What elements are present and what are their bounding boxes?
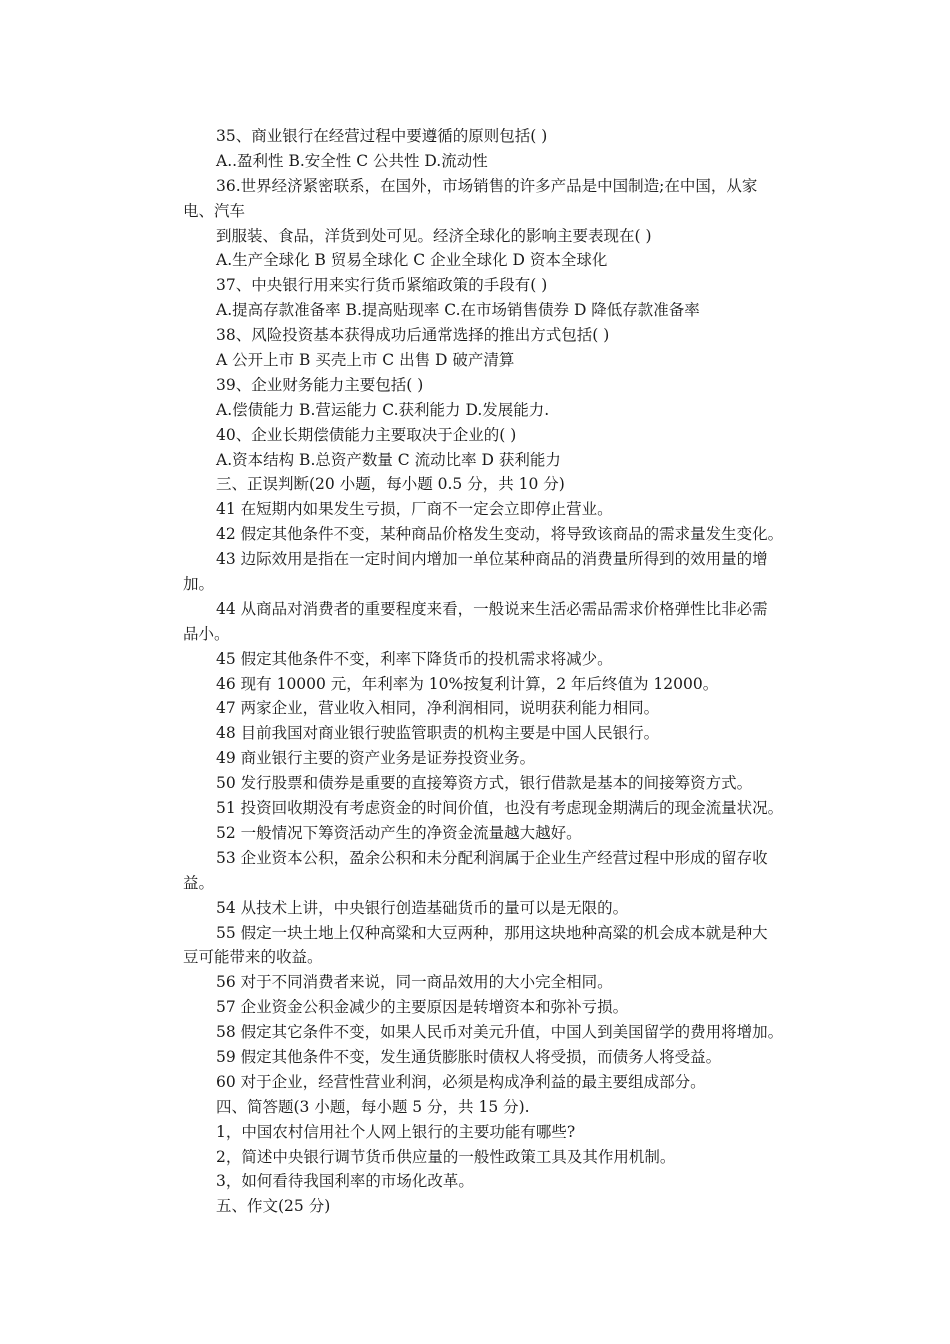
text-line: 41 在短期内如果发生亏损，厂商不一定会立即停止营业。 — [216, 500, 613, 519]
text-line: 益。 — [183, 873, 215, 892]
text-line: A 公开上市 B 买壳上市 C 出售 D 破产清算 — [216, 351, 515, 370]
text-line: 46 现有 10000 元，年利率为 10%按复利计算，2 年后终值为 12000。 — [216, 674, 719, 693]
text-line: 55 假定一块土地上仅种高粱和大豆两种，那用这块地种高粱的机会成本就是种大 — [216, 923, 768, 942]
document-body — [183, 124, 818, 1219]
text-line: 47 两家企业，营业收入相同，净利润相同，说明获利能力相同。 — [216, 699, 660, 718]
text-line: 3，如何看待我国利率的市场化改革。 — [216, 1172, 474, 1191]
text-line: 48 目前我国对商业银行驶监管职责的机构主要是中国人民银行。 — [216, 724, 660, 743]
text-line: 59 假定其他条件不变，发生通货膨胀时债权人将受损，而债务人将受益。 — [216, 1047, 722, 1066]
text-line: 58 假定其它条件不变，如果人民币对美元升值，中国人到美国留学的费用将增加。 — [216, 1023, 784, 1042]
text-line: 50 发行股票和债券是重要的直接筹资方式，银行借款是基本的间接筹资方式。 — [216, 774, 753, 793]
text-line: 四、简答题(3 小题，每小题 5 分，共 15 分). — [216, 1097, 530, 1116]
text-line: 53 企业资本公积，盈余公积和未分配利润属于企业生产经营过程中形成的留存收 — [216, 848, 768, 867]
text-line: 40、企业长期偿债能力主要取决于企业的( ) — [216, 425, 517, 444]
text-line: 56 对于不同消费者来说，同一商品效用的大小完全相同。 — [216, 973, 613, 992]
text-line: 电、汽车 — [183, 201, 246, 220]
text-line: 1，中国农村信用社个人网上银行的主要功能有哪些? — [216, 1122, 576, 1141]
text-line: 44 从商品对消费者的重要程度来看，一般说来生活必需品需求价格弹性比非必需 — [216, 599, 768, 618]
text-line: 39、企业财务能力主要包括( ) — [216, 375, 424, 394]
text-line: 57 企业资金公积金减少的主要原因是转增资本和弥补亏损。 — [216, 998, 629, 1017]
text-line: 五、作文(25 分) — [216, 1197, 331, 1216]
text-line: 37、中央银行用来实行货币紧缩政策的手段有( ) — [216, 276, 548, 295]
text-line: 45 假定其他条件不变，利率下降货币的投机需求将减少。 — [216, 649, 613, 668]
text-line: 60 对于企业，经营性营业利润，必须是构成净利益的最主要组成部分。 — [216, 1072, 706, 1091]
text-line: 加。 — [183, 575, 215, 594]
text-line: 2，简述中央银行调节货币供应量的一般性政策工具及其作用机制。 — [216, 1147, 676, 1166]
text-line: A..盈利性 B.安全性 C 公共性 D.流动性 — [216, 151, 488, 170]
text-line: 36.世界经济紧密联系，在国外，市场销售的许多产品是中国制造;在中国，从家 — [216, 176, 758, 195]
text-line: A.提高存款准备率 B.提高贴现率 C.在市场销售债券 D 降低存款准备率 — [216, 301, 700, 320]
text-line: 豆可能带来的收益。 — [183, 948, 323, 967]
text-line: A.生产全球化 B 贸易全球化 C 企业全球化 D 资本全球化 — [216, 251, 608, 270]
text-line: 43 边际效用是指在一定时间内增加一单位某种商品的消费量所得到的效用量的增 — [216, 550, 768, 569]
text-line: 49 商业银行主要的资产业务是证券投资业务。 — [216, 749, 536, 768]
text-line: 35、商业银行在经营过程中要遵循的原则包括( ) — [216, 127, 548, 145]
text-line: 42 假定其他条件不变，某种商品价格发生变动，将导致该商品的需求量发生变化。 — [216, 525, 784, 544]
text-line: A.资本结构 B.总资产数量 C 流动比率 D 获利能力 — [216, 450, 561, 469]
text-line: 51 投资回收期没有考虑资金的时间价值，也没有考虑现金期满后的现金流量状况。 — [216, 799, 784, 818]
text-line: 品小。 — [183, 624, 230, 643]
text-line: 52 一般情况下筹资活动产生的净资金流量越大越好。 — [216, 823, 582, 842]
text-line: 到服装、食品，洋货到处可见。经济全球化的影响主要表现在( ) — [216, 226, 652, 245]
text-line: 三、正误判断(20 小题，每小题 0.5 分，共 10 分) — [216, 475, 565, 494]
text-line: A.偿债能力 B.营运能力 C.获利能力 D.发展能力. — [216, 400, 550, 419]
text-line: 54 从技术上讲，中央银行创造基础货币的量可以是无限的。 — [216, 898, 629, 917]
text-line: 38、风险投资基本获得成功后通常选择的推出方式包括( ) — [216, 326, 610, 345]
